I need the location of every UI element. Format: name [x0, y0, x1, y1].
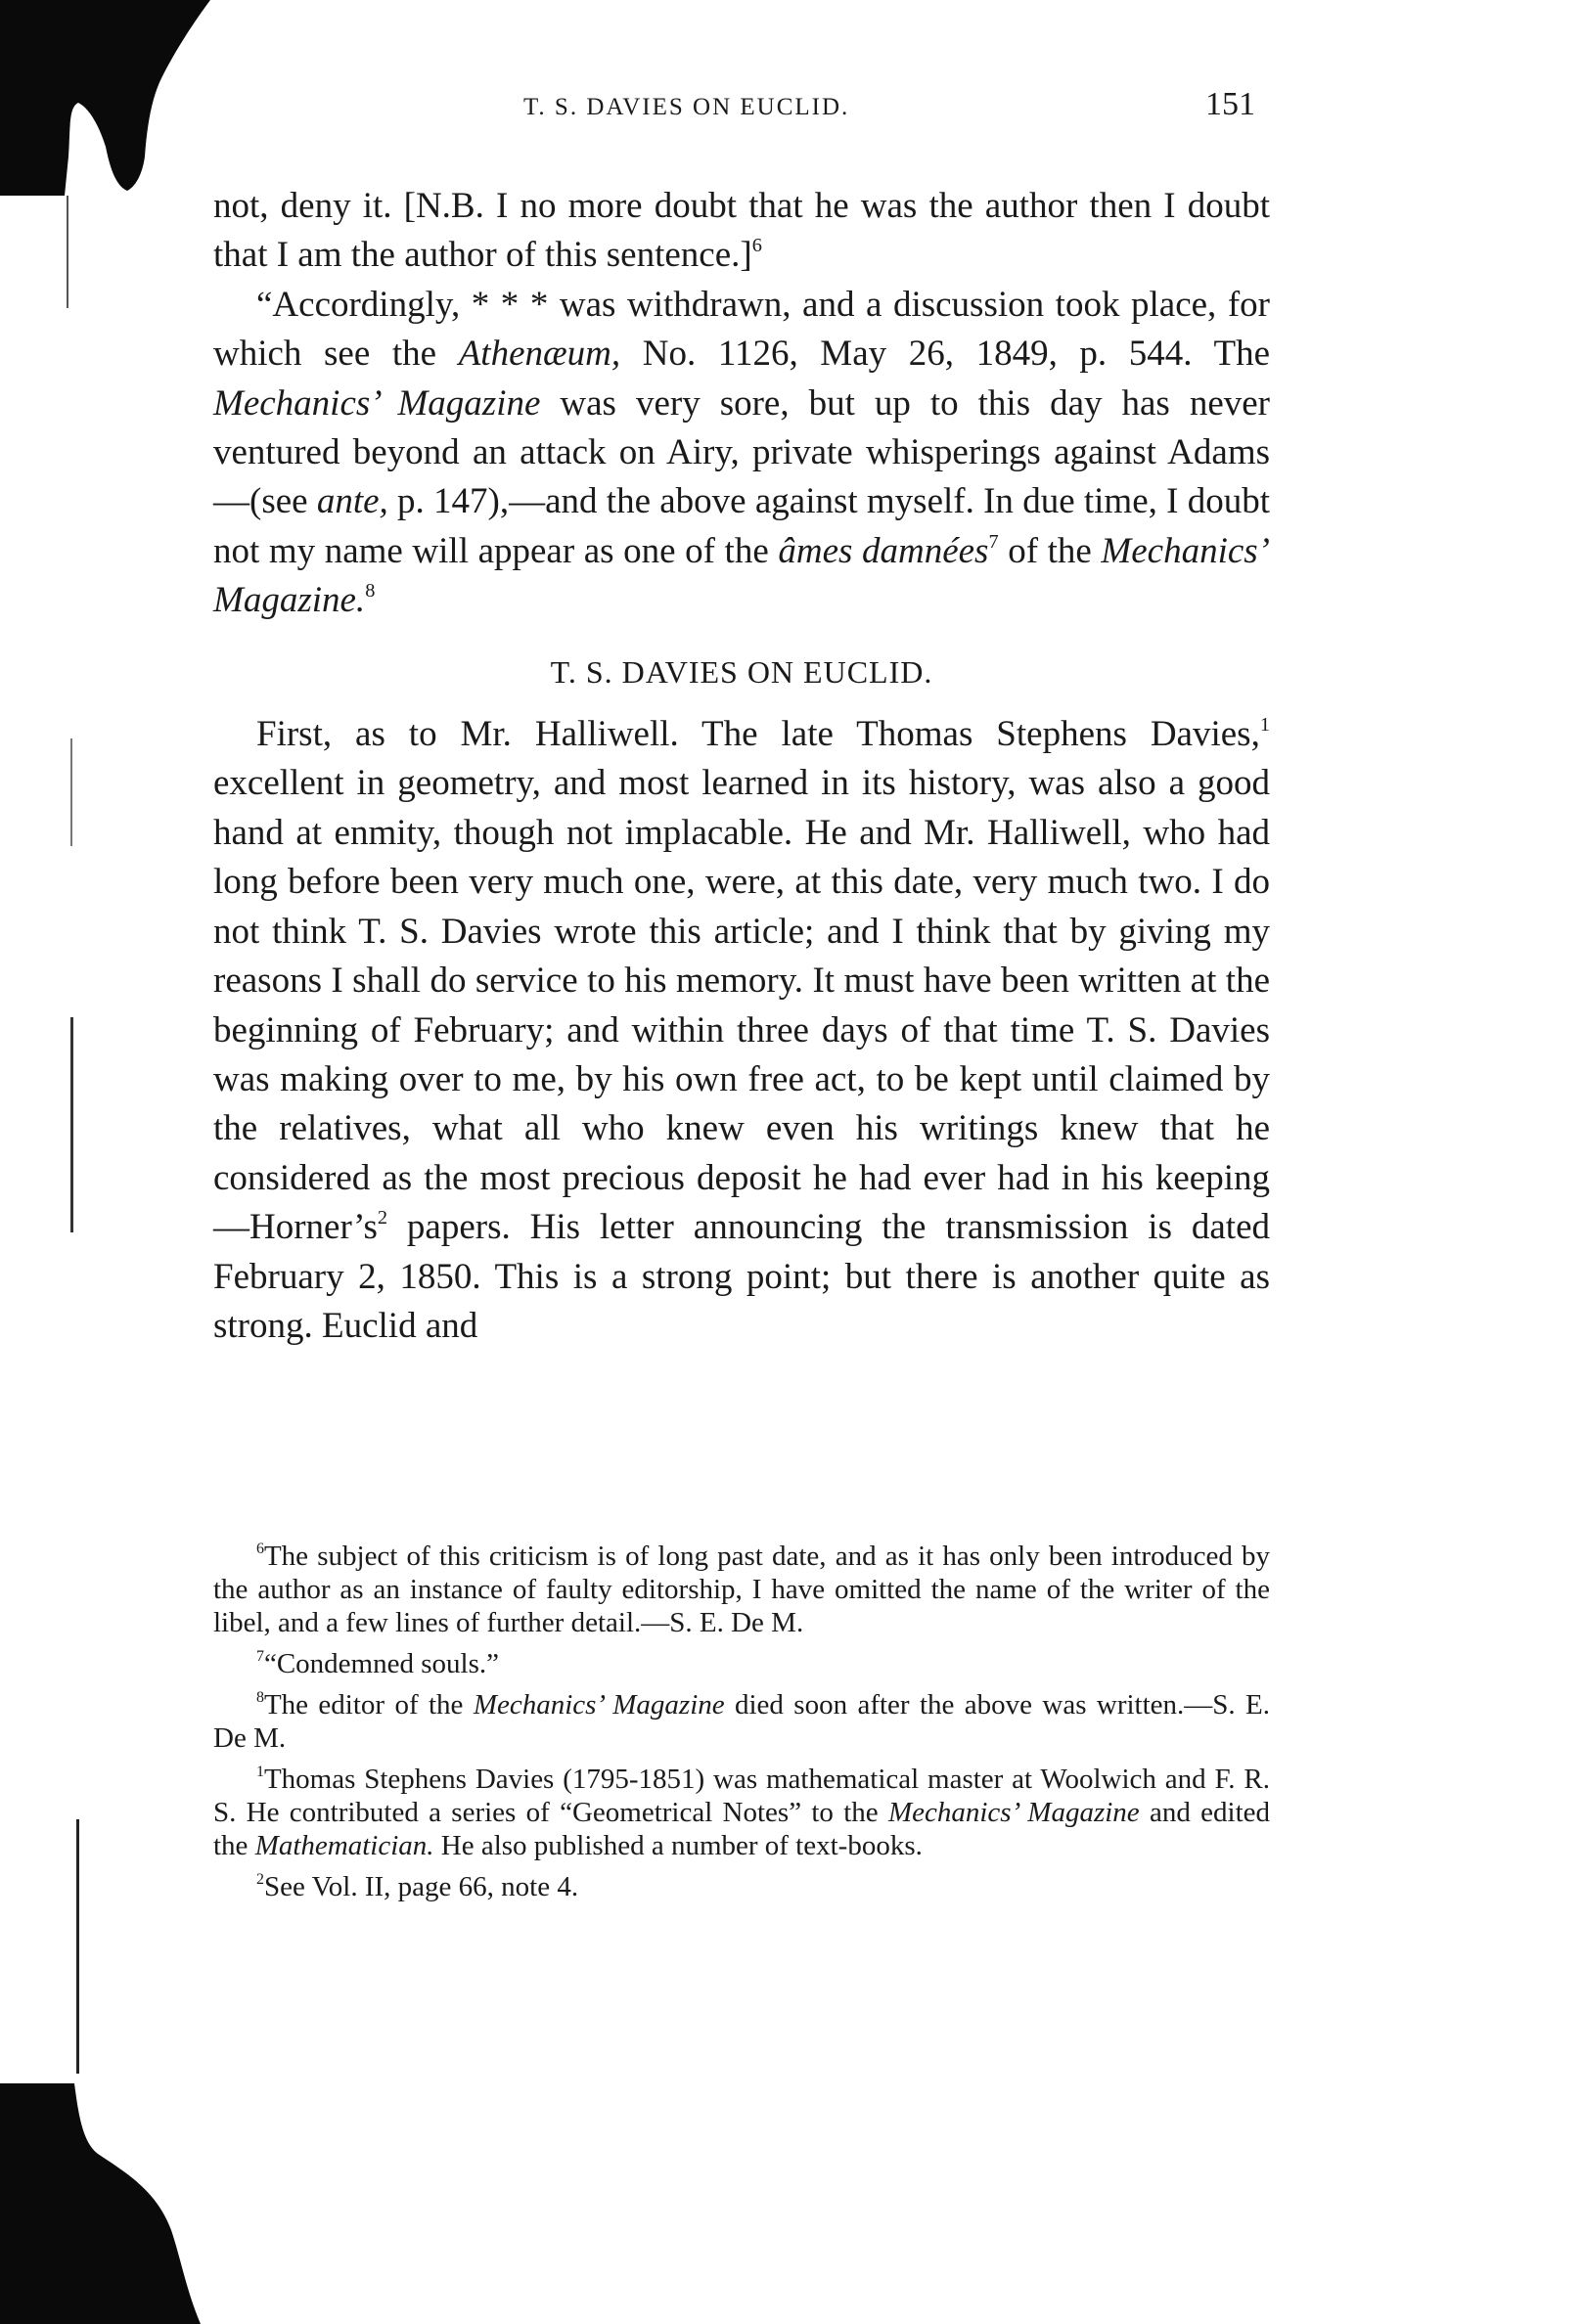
footnote-ref: 1	[1259, 713, 1270, 736]
paragraph-text: First, as to Mr. Halliwell. The late Thomas Stephens Davies,	[256, 714, 1260, 755]
italic-title: Mechanics’ Magazine	[213, 382, 541, 424]
scan-shadow-top	[0, 0, 225, 196]
section-heading: T. S. DAVIES ON EUCLID.	[550, 653, 933, 690]
italic-title: Athenæum,	[458, 334, 621, 375]
paragraph-text: not, deny it. [N.B. I no more doubt that he was the author then I doubt that I am the author of this sentence.]	[213, 186, 1270, 276]
page-number: 151	[1205, 86, 1255, 122]
paragraph-text: No. 1126, May 26, 1849, p. 544. The	[620, 334, 1270, 375]
paragraph-text: p. 147),—and the above against myself. In due time, I doubt not my name will appear as one of the	[213, 481, 1270, 571]
footnotes	[213, 1540, 1270, 1911]
footnote	[213, 1870, 1270, 1903]
footnote-text: See Vol. II, page 66, note 4.	[263, 1871, 579, 1902]
footnote-ref: 2	[377, 1206, 388, 1229]
scan-edge-mark	[76, 1819, 79, 2074]
footnote-mark: 2	[256, 1871, 264, 1889]
footnote-mark: 7	[256, 1648, 264, 1666]
footnote-text: died soon after the above was written.—S. E. De M.	[213, 1689, 1270, 1754]
paragraph-text: of the	[998, 530, 1102, 571]
footnote-ref: 6	[751, 235, 762, 257]
scan-edge-mark	[70, 1017, 73, 1232]
paragraph-text: excellent in geometry, and most learned in its history, was also a good hand at enmity, though not implacable. He and Mr. Halliwell, who had long before been very much one, were, at this date, very much two. I do not think T. S. Davies wrote this article; and I think that by giving my reasons I shall do service to his memory. It must have been written at the beginning of February; and within three days of that time T. S. Davies was making over to me, by his own free act, to be kept until claimed by the relatives, what all who knew even his writings knew that he considered as the most precious deposit he had ever had in his keeping—Horner’s	[213, 763, 1270, 1248]
footnote-ref: 7	[988, 530, 999, 553]
paragraph-text: was very sore, but up to this day has never ventured beyond an attack on Airy, private whisperings against Adams—(see	[213, 382, 1270, 522]
footnote	[213, 1647, 1270, 1680]
running-head: T. S. DAVIES ON EUCLID.	[523, 94, 850, 120]
scan-shadow-bottom	[0, 2083, 254, 2324]
footnote-mark: 6	[256, 1541, 264, 1558]
footnote-ref: 8	[365, 580, 376, 602]
footnote-text: “Condemned souls.”	[263, 1648, 499, 1679]
footnote	[213, 1540, 1270, 1639]
italic-title: Mechanics’ Magazine	[473, 1689, 725, 1721]
paragraph	[213, 281, 1270, 626]
italic-phrase: âmes damnées	[778, 530, 989, 571]
paragraph-text: papers. His letter announcing the transmission is dated February 2, 1850. This is a strong point; but there is another quite as strong. Euclid and	[213, 1207, 1270, 1346]
italic-title: Mechanics’ Magazine.	[213, 530, 1270, 621]
scan-edge-mark	[67, 196, 68, 308]
body-text	[213, 182, 1270, 1351]
footnote-text: He also published a number of text-books.	[433, 1830, 923, 1861]
footnote-text: The subject of this criticism is of long past date, and as it has only been introduced by the author as an instance of faulty editorship, I have omitted the name of the writer of the libel, and a few lines of further detail.—S. E. De M.	[213, 1541, 1270, 1638]
scan-edge-mark	[70, 738, 72, 846]
footnote	[213, 1688, 1270, 1755]
paragraph	[213, 182, 1270, 281]
footnote-mark: 8	[256, 1689, 264, 1707]
footnote-text: The editor of the	[263, 1689, 474, 1721]
paragraph-text: “Accordingly, * * * was withdrawn, and a discussion took place, for which see the	[213, 284, 1270, 375]
italic-title: Mathematician.	[254, 1830, 434, 1861]
footnote-mark: 1	[256, 1764, 264, 1781]
footnote	[213, 1763, 1270, 1862]
footnote-text: and edited the	[213, 1797, 1271, 1861]
paragraph	[213, 710, 1270, 1351]
italic-title: Mechanics’ Magazine	[887, 1797, 1140, 1828]
footnote-text: Thomas Stephens Davies (1795-1851) was mathematical master at Woolwich and F. R. S. He contributed a series of “Geometrical Notes” to the	[213, 1764, 1270, 1828]
italic-word: ante,	[316, 481, 388, 522]
